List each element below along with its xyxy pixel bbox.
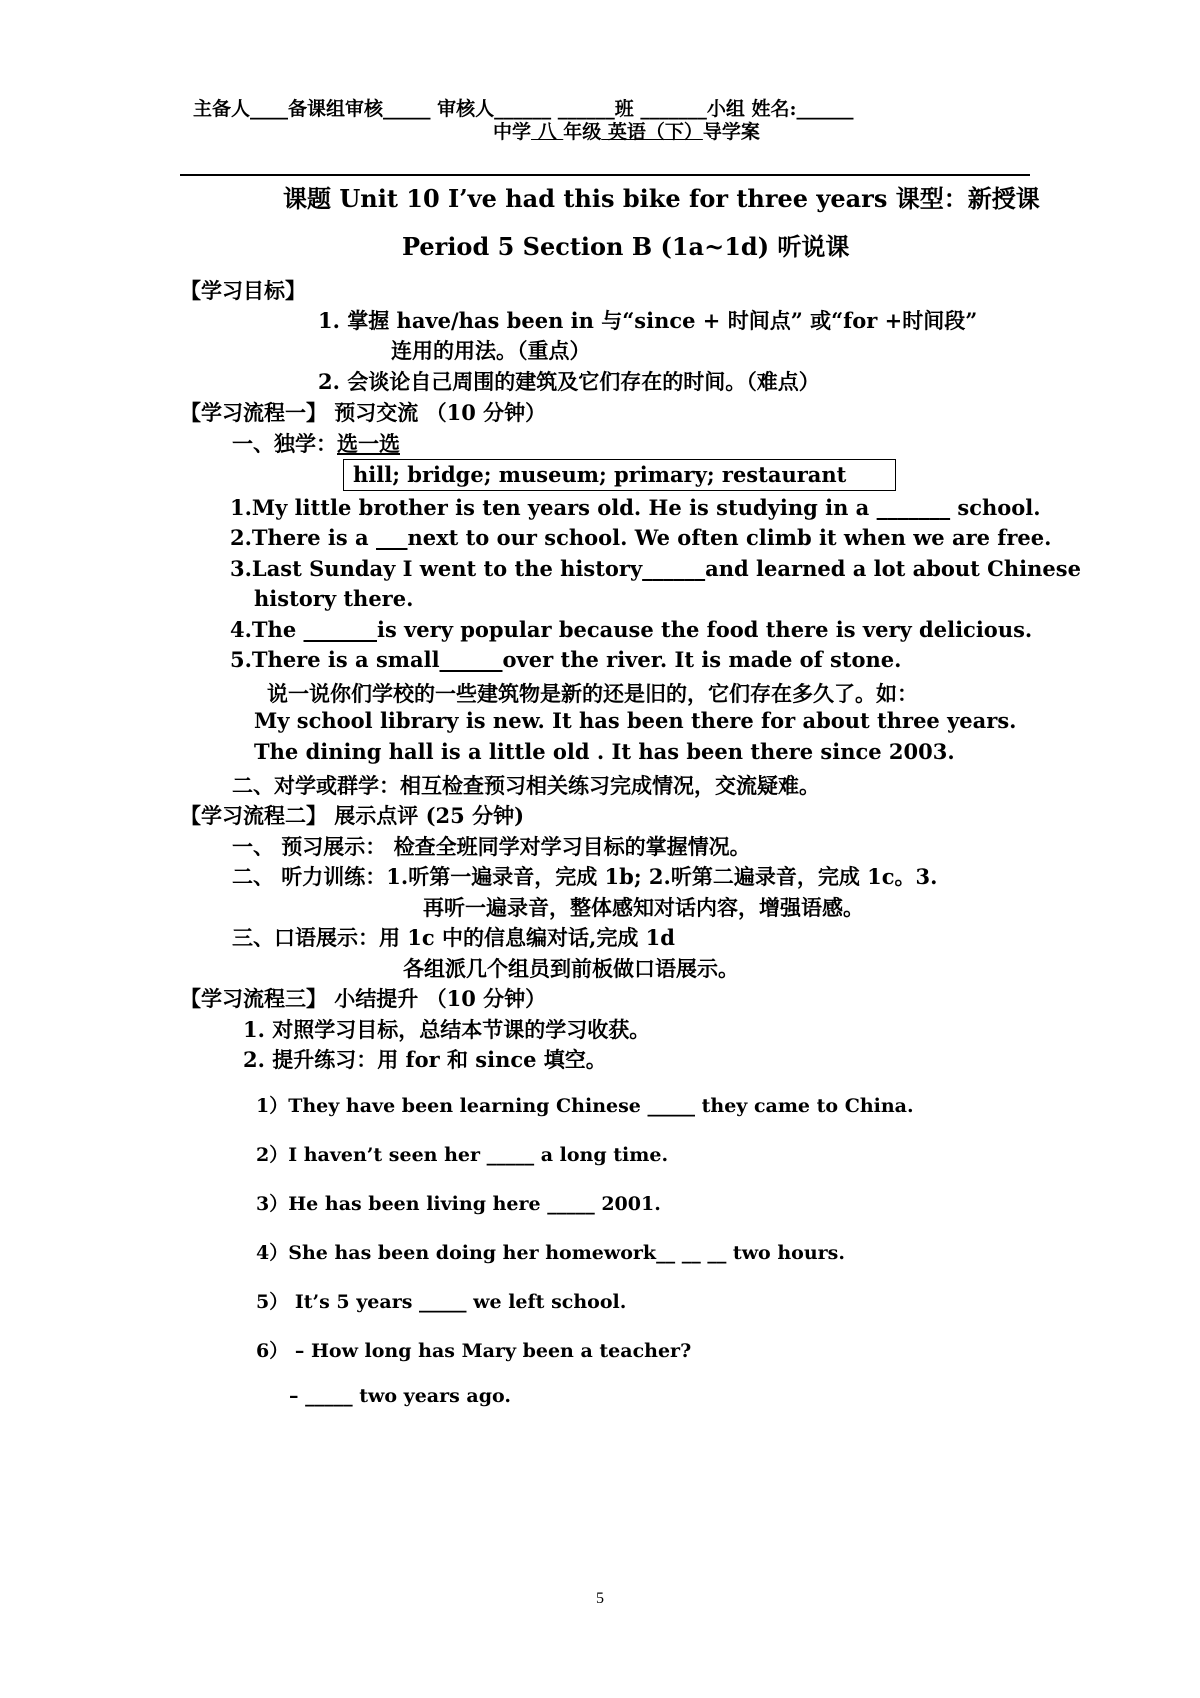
flow3-point-2: 2. 提升练习：用 for 和 since 填空。	[243, 1047, 607, 1072]
flow1-sub1-label: 一、独学：	[232, 431, 337, 456]
talk-prompt: 说一说你们学校的一些建筑物是新的还是旧的，它们存在多久了。如：	[267, 681, 918, 706]
example-2: The dining hall is a little old . It has been there since 2003.	[254, 739, 955, 764]
header-divider	[180, 174, 1030, 176]
header-grade: 八	[531, 121, 564, 143]
word-bank: hill; bridge; museum; primary; restaurant	[353, 462, 847, 487]
exercise-3: 3）He has been living here _____ 2001.	[256, 1193, 661, 1215]
question-3-cont: history there.	[254, 586, 414, 611]
flow2-heading: 【学习流程二】 展示点评 (25 分钟)	[180, 803, 525, 828]
flow2-step-3: 三、口语展示：用 1c 中的信息编对话,完成 1d	[232, 925, 675, 950]
flow3-heading: 【学习流程三】 小结提升 （10 分钟）	[180, 986, 547, 1011]
question-1: 1.My little brother is ten years old. He is studying in a _______ school.	[230, 495, 1041, 520]
header-doc-type: 导学案	[702, 121, 760, 143]
example-1: My school library is new. It has been there for about three years.	[254, 708, 1017, 733]
header-info-line: 主备人____备课组审核_____ 审核人______ ______班 _______小组 姓名:______	[193, 98, 854, 120]
lesson-title: 课题 Unit 10 I’ve had this bike for three years 课型：新授课	[283, 184, 1040, 213]
header-subject: 英语（下）	[601, 121, 703, 143]
goals-heading: 【学习目标】	[180, 278, 306, 303]
header-course-line	[493, 117, 760, 144]
header-school-label: 中学	[493, 121, 532, 143]
exercise-4: 4）She has been doing her homework__ __ __ two hours.	[256, 1242, 845, 1264]
exercise-5: 5） It’s 5 years _____ we left school.	[256, 1291, 627, 1313]
goal-1-cont: 连用的用法。（重点）	[391, 338, 591, 363]
flow2-step-3-cont: 各组派几个组员到前板做口语展示。	[403, 956, 739, 981]
exercise-6-answer: – _____ two years ago.	[289, 1385, 511, 1407]
flow1-sub1	[232, 428, 400, 458]
goal-1: 1. 掌握 have/has been in 与“since + 时间点” 或“for +时间段”	[318, 308, 978, 333]
flow1-sub1-task: 选一选	[337, 431, 400, 456]
flow2-step-2-cont: 再听一遍录音，整体感知对话内容，增强语感。	[423, 895, 864, 920]
flow3-point-1: 1. 对照学习目标，总结本节课的学习收获。	[243, 1017, 651, 1042]
flow2-step-2: 二、 听力训练：1.听第一遍录音，完成 1b; 2.听第二遍录音，完成 1c。3.	[232, 864, 938, 889]
exercise-6: 6） – How long has Mary been a teacher?	[256, 1340, 692, 1362]
header-grade-label: 年级	[563, 121, 602, 143]
question-4: 4.The _______is very popular because the food there is very delicious.	[230, 617, 1033, 642]
question-5: 5.There is a small______over the river. It is made of stone.	[230, 647, 902, 672]
goal-2: 2. 会谈论自己周围的建筑及它们存在的时间。（难点）	[318, 369, 820, 394]
flow1-heading: 【学习流程一】 预习交流 （10 分钟）	[180, 400, 547, 425]
exercise-1: 1）They have been learning Chinese _____ they came to China.	[256, 1095, 914, 1117]
lesson-period: Period 5 Section B (1a~1d) 听说课	[402, 232, 850, 261]
question-2: 2.There is a ___next to our school. We often climb it when we are free.	[230, 525, 1052, 550]
flow2-step-1: 一、 预习展示： 检查全班同学对学习目标的掌握情况。	[232, 834, 751, 859]
question-3: 3.Last Sunday I went to the history______and learned a lot about Chinese	[230, 556, 1081, 581]
flow1-sub2: 二、对学或群学：相互检查预习相关练习完成情况，交流疑难。	[232, 773, 820, 798]
exercise-2: 2）I haven’t seen her _____ a long time.	[256, 1144, 669, 1166]
page-number: 5	[596, 1590, 604, 1607]
